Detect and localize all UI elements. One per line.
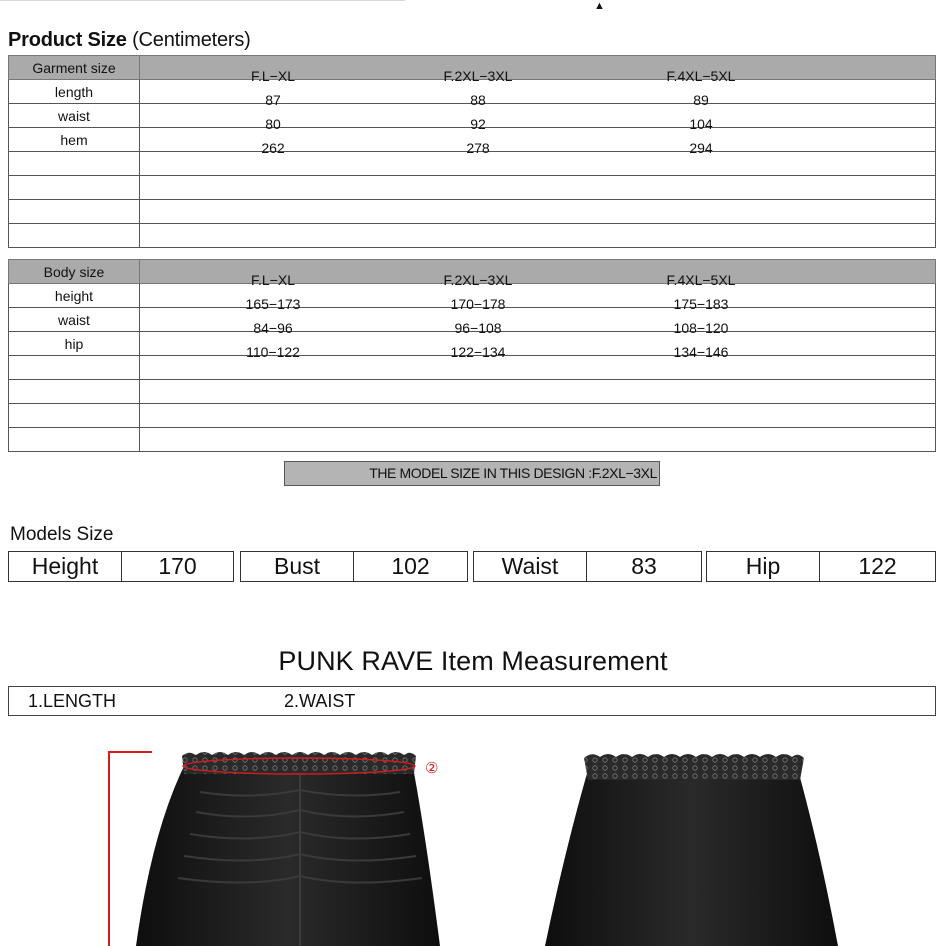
row-values — [140, 104, 936, 132]
row-label: waist — [9, 104, 140, 128]
model-value: 83 — [631, 553, 657, 579]
cell: 96−108 — [454, 319, 502, 336]
measurement-title: PUNK RAVE Item Measurement — [278, 646, 668, 676]
header-cell: Garment size — [9, 56, 140, 80]
model-label: Bust — [241, 552, 354, 581]
model-value: 122 — [858, 553, 897, 579]
empty-row — [9, 380, 936, 404]
cell: 122−134 — [450, 343, 506, 360]
table-row — [9, 128, 936, 152]
empty-row — [9, 428, 936, 452]
title-bold: Product Size — [8, 29, 127, 51]
cell: 175−183 — [673, 295, 729, 312]
header-cell: F.L−XL — [251, 67, 295, 84]
header-values — [140, 260, 936, 288]
table-row — [9, 80, 936, 104]
model-bust-box — [240, 551, 468, 582]
cell: 134−146 — [673, 343, 729, 360]
cell: 80 — [265, 115, 281, 132]
row-label: hip — [9, 332, 140, 356]
waist-marker-icon: ② — [425, 759, 439, 777]
cell: 278 — [466, 139, 490, 156]
cell: 108−120 — [673, 319, 729, 336]
header-cell: F.4XL−5XL — [666, 67, 736, 84]
row-label: length — [9, 80, 140, 104]
row-label: hem — [9, 128, 140, 152]
header-cell: Body size — [9, 260, 140, 284]
table-header-row — [9, 56, 936, 80]
cell: 89 — [693, 91, 709, 108]
cell: 110−122 — [246, 343, 300, 360]
row-values — [140, 332, 936, 360]
table-row — [9, 308, 936, 332]
skirt-back-image — [545, 754, 838, 946]
measurement-labels-bar — [8, 686, 936, 716]
cell: 104 — [689, 115, 713, 132]
table-row — [9, 104, 936, 128]
model-label: Waist — [474, 552, 587, 581]
row-values — [140, 80, 936, 108]
empty-row — [9, 404, 936, 428]
skirt-front-image — [136, 752, 440, 946]
table-row — [9, 332, 936, 356]
cell: 294 — [689, 139, 713, 156]
empty-row — [9, 176, 936, 200]
models-size-title: Models Size — [10, 524, 114, 545]
body-size-table — [8, 259, 936, 452]
cell: 92 — [470, 115, 486, 132]
cell: 170−178 — [450, 295, 506, 312]
model-label: Hip — [707, 552, 820, 581]
model-size-banner: THE MODEL SIZE IN THIS DESIGN :F.2XL−3XL — [284, 461, 660, 486]
model-height-box — [8, 551, 234, 582]
model-label: Height — [9, 552, 122, 581]
cell: 87 — [265, 91, 281, 108]
header-cell: F.2XL−3XL — [443, 67, 513, 84]
empty-row — [9, 200, 936, 224]
model-value: 102 — [391, 553, 430, 579]
header-values — [140, 56, 936, 84]
header-cell: F.2XL−3XL — [443, 271, 513, 288]
garment-size-table — [8, 55, 936, 248]
row-values — [140, 284, 936, 312]
scroll-up-arrow-icon[interactable]: ▲ — [594, 0, 605, 12]
table-header-row — [9, 260, 936, 284]
row-label: waist — [9, 308, 140, 332]
title-unit: (Centimeters) — [132, 29, 251, 51]
cell: 88 — [470, 91, 486, 108]
cell: 262 — [261, 139, 285, 156]
header-cell: F.L−XL — [251, 271, 295, 288]
model-value: 170 — [158, 553, 197, 579]
header-cell: F.4XL−5XL — [666, 271, 736, 288]
model-waist-box — [473, 551, 702, 582]
row-label: height — [9, 284, 140, 308]
top-divider — [0, 0, 405, 1]
row-values — [140, 128, 936, 156]
row-values — [140, 308, 936, 336]
waist-label: 2.WAIST — [284, 691, 356, 711]
page-title — [8, 29, 251, 52]
model-hip-box — [706, 551, 936, 582]
cell: 165−173 — [245, 295, 301, 312]
empty-row — [9, 224, 936, 248]
cell: 84−96 — [253, 319, 293, 336]
skirt-images — [0, 740, 946, 946]
length-label: 1.LENGTH — [28, 691, 117, 711]
table-row — [9, 284, 936, 308]
